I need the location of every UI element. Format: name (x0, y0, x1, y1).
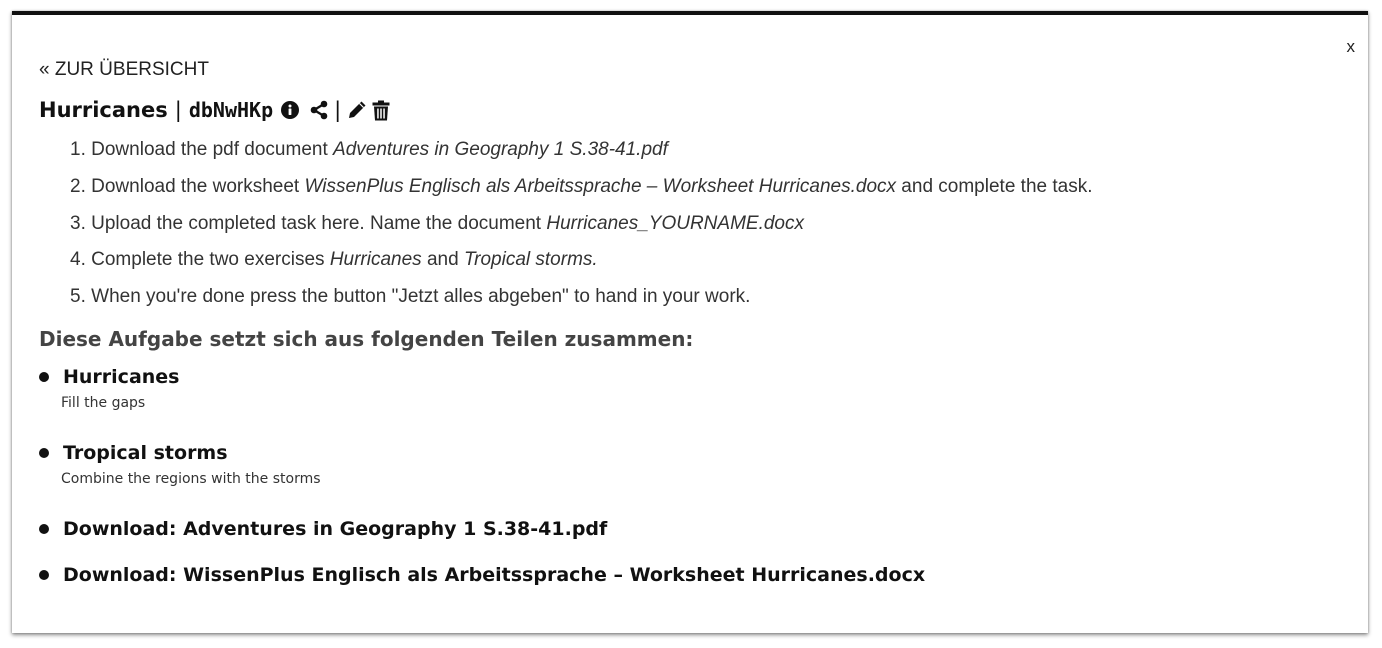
share-icon[interactable] (310, 100, 328, 120)
edit-pencil-icon[interactable] (347, 100, 367, 120)
task-title: Hurricanes (39, 98, 168, 122)
task-code: dbNwHKp (188, 98, 274, 122)
step-item: 5. When you're done press the button "Jetzt alles abgeben" to hand in your work. (70, 286, 751, 308)
task-title-row (39, 98, 390, 122)
download-item[interactable] (39, 518, 607, 540)
bullet-icon (39, 570, 49, 580)
download-link-docx[interactable]: Download: WissenPlus Englisch als Arbeitssprache – Worksheet Hurricanes.docx (63, 564, 926, 586)
bullet-icon (39, 524, 49, 534)
info-icon[interactable] (281, 101, 299, 119)
step-item: 4. Complete the two exercises Hurricanes and Tropical storms. (70, 249, 598, 271)
instruction-steps (70, 137, 1092, 321)
part-name[interactable]: Hurricanes (63, 366, 180, 388)
step-item: 2. Download the worksheet WissenPlus Englisch als Arbeitssprache – Worksheet Hurricanes.docx and complete the task. (70, 175, 1093, 197)
title-separator-2: | (334, 98, 342, 122)
step-item: 1. Download the pdf document Adventures in Geography 1 S.38-41.pdf (70, 139, 668, 160)
close-button[interactable]: x (1346, 37, 1355, 56)
download-item[interactable] (39, 564, 925, 586)
part-description: Fill the gaps (61, 395, 146, 411)
part-name[interactable]: Tropical storms (63, 442, 228, 464)
parts-heading: Diese Aufgabe setzt sich aus folgenden Teilen zusammen: (39, 327, 694, 351)
delete-trash-icon[interactable] (372, 100, 390, 121)
bullet-icon (39, 448, 49, 458)
bullet-icon (39, 372, 49, 382)
back-to-overview-link[interactable]: « ZUR ÜBERSICHT (39, 59, 209, 80)
download-link-pdf[interactable]: Download: Adventures in Geography 1 S.38-41.pdf (63, 518, 608, 540)
task-modal (12, 11, 1368, 633)
part-item[interactable] (39, 442, 321, 487)
part-description: Combine the regions with the storms (61, 471, 321, 487)
step-item: 3. Upload the completed task here. Name the document Hurricanes_YOURNAME.docx (70, 212, 804, 234)
part-item[interactable] (39, 366, 180, 411)
title-separator: | (174, 98, 182, 122)
